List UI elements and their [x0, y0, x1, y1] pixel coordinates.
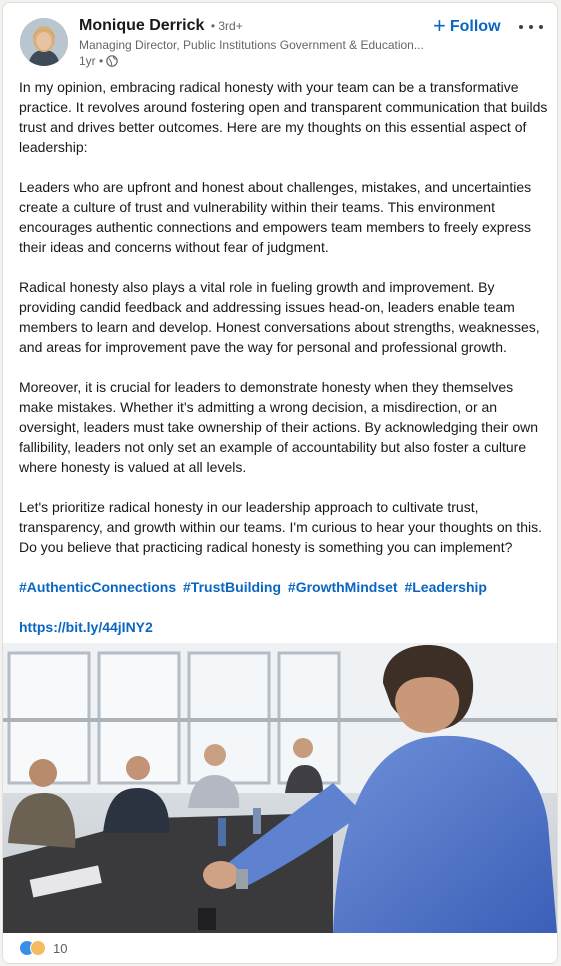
post-body — [19, 77, 549, 657]
author-headline: Managing Director, Public Institutions Government & Education... — [79, 38, 424, 52]
follow-label: Follow — [449, 18, 501, 35]
more-options-button[interactable] — [519, 17, 543, 37]
author-avatar[interactable] — [20, 18, 68, 66]
post-link[interactable]: https://bit.ly/44jINY2 — [19, 619, 153, 635]
post-time: 1yr • — [79, 54, 104, 68]
post-paragraph: Let's prioritize radical honesty in our leadership approach to cultivate trust, transparency, and growth within our teams. I'm curious to hear your thoughts on this. Do you believe that practicing radical honesty is something you can implement? — [19, 499, 543, 555]
author-name-row — [79, 17, 243, 35]
hashtag-link[interactable]: #GrowthMindset — [287, 579, 398, 595]
post-image[interactable] — [3, 643, 557, 933]
post-card — [2, 2, 558, 964]
globe-icon — [106, 55, 118, 67]
post-paragraph: In my opinion, embracing radical honesty with your team can be a transformative practice. It revolves around fostering open and transparent communication that builds trust and drives better outcomes. Here are my thoughts on this essential aspect of leadership: — [19, 79, 548, 155]
hashtag-link[interactable]: #Leadership — [404, 579, 487, 595]
follow-button[interactable] — [433, 15, 501, 39]
ellipsis-icon — [519, 25, 523, 29]
connection-degree: • 3rd+ — [210, 19, 243, 33]
post-paragraph: Leaders who are upfront and honest about challenges, mistakes, and uncertainties create a culture of trust and vulnerability within their teams. This environment encourages authentic connections and empowers team members to freely express their ideas and concerns without fear of judgment. — [19, 179, 532, 255]
post-meta — [79, 54, 118, 68]
post-header — [3, 3, 557, 75]
hashtag-row — [19, 577, 549, 597]
post-paragraph: Radical honesty also plays a vital role in fueling growth and improvement. By providing candid feedback and addressing issues head-on, leaders enable team members to learn and develop. Honest conversations about strengths, weaknesses, and areas for improvement pave the way for personal and professional growth. — [19, 279, 540, 355]
author-name[interactable]: Monique Derrick — [79, 17, 205, 34]
hashtag-link[interactable]: #TrustBuilding — [183, 579, 282, 595]
reactions-summary[interactable] — [19, 939, 67, 957]
hashtag-link[interactable]: #AuthenticConnections — [19, 579, 177, 595]
reaction-count: 10 — [53, 940, 68, 956]
celebrate-icon — [30, 940, 46, 956]
plus-icon: + — [433, 13, 446, 38]
reaction-icons — [19, 939, 49, 957]
post-paragraph: Moreover, it is crucial for leaders to demonstrate honesty when they themselves make mistakes. Whether it's admitting a wrong decision, a misdirection, or an oversight, leaders must take ownership of their actions. By acknowledging their own fallibility, leaders not only set an example of accountability but also foster a culture where honesty is valued at all levels. — [19, 379, 539, 475]
